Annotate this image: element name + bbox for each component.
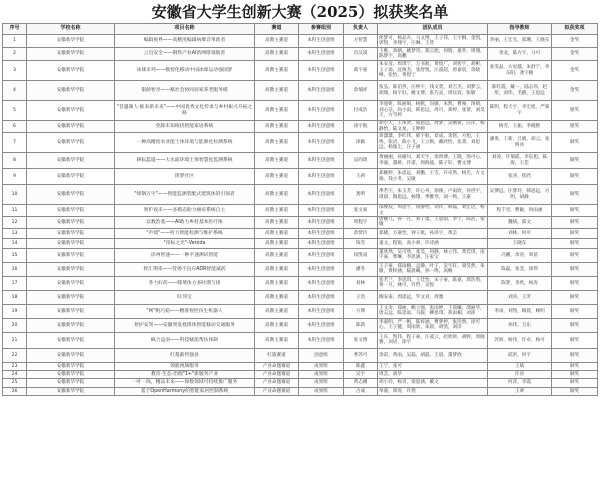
school-name: 安徽新华学院	[27, 61, 115, 81]
project-name: 智护夜未——多模态助力癌症系统自主	[115, 205, 255, 217]
leader-name: 张文豪	[344, 205, 378, 217]
table-row	[3, 387, 598, 395]
award-level: 铜奖	[552, 133, 598, 153]
team-members: 童文，程锐，高小翠，许诗涵	[378, 238, 488, 248]
school-name: 安徽新华学院	[27, 348, 115, 362]
school-name: 安徽新华学院	[27, 205, 115, 217]
group-name: 本科生创意组	[299, 248, 344, 262]
award-level: 金奖	[552, 35, 598, 48]
award-level: 银奖	[552, 121, 598, 133]
group-name: 本科生创意组	[299, 61, 344, 81]
header-project: 项目名称	[115, 24, 255, 35]
track-name: 产业命题赛道	[255, 362, 299, 370]
team-members: 王维，余朝，姚梦奇，郑云旭，何瑞，童乔，周翔，陈梦宇，高鹏	[378, 48, 488, 61]
row-number: 4	[3, 81, 27, 101]
leader-name: 余梦玲	[344, 228, 378, 238]
team-members: 蒋潇潇，李红伟，韩宇航，章成，余铭，方旭，王鸣，张语，陈小飞，王立勋，戴欣怡，张萧，刘思远，杨逸尘，汪子涵	[378, 133, 488, 153]
teacher-names: 邱洪，何宇	[488, 348, 552, 362]
track-name: 产业命题赛道	[255, 370, 299, 378]
teacher-names: 孙伟，卫东	[488, 318, 552, 332]
table-row	[3, 378, 598, 387]
row-number: 9	[3, 169, 27, 185]
group-name: 成果组	[299, 370, 344, 378]
track-name: 高教主赛道	[255, 262, 299, 276]
school-name: 安徽新华学院	[27, 48, 115, 61]
track-name: 高教主赛道	[255, 101, 299, 121]
table-row	[3, 362, 598, 370]
school-name: 安徽新华学院	[27, 378, 115, 387]
school-name: 安徽新华学院	[27, 362, 115, 370]
track-name: 高教主赛道	[255, 304, 299, 318]
row-number: 17	[3, 276, 27, 290]
teacher-names: 李雨，刘凯，陶晨，顾明	[488, 304, 552, 318]
table-row	[3, 290, 598, 304]
group-name: 本科生创意组	[299, 185, 344, 205]
team-members: 董欣然，吴可欣，张昊，何静，林立伟，黄佳琪，庞宇豪，曹琳，李思涵，汪家宝	[378, 248, 488, 262]
award-level: 铜奖	[552, 276, 598, 290]
project-name: "帝标之光"-Veroda	[115, 238, 255, 248]
track-name: 高教主赛道	[255, 217, 299, 229]
leader-name: 葛宇豪	[344, 61, 378, 81]
school-name: 安徽新华学院	[27, 332, 115, 348]
group-name: 本科生创意组	[299, 332, 344, 348]
project-name: "昔遇频人·推来新未来"——中国优秀文化传承与乡村振兴开拓之路	[115, 101, 255, 121]
teacher-names: 陈明，程天宇，李宏旭，严慕宇	[488, 101, 552, 121]
row-number: 15	[3, 248, 27, 262]
row-number: 5	[3, 101, 27, 121]
project-name: 基于OpenHarmony的智能家居控制系统	[115, 387, 255, 395]
row-number: 3	[3, 61, 27, 81]
teacher-names: 陈红霞，戴一，陆志伟，赵彤，刘伟，毛鹤，王思远	[488, 81, 552, 101]
group-name: 本科生创意组	[299, 48, 344, 61]
row-number: 7	[3, 133, 27, 153]
header-school: 学校名称	[27, 24, 115, 35]
row-number: 16	[3, 262, 27, 276]
track-name: 高教主赛道	[255, 153, 299, 169]
header-leader: 负责人	[344, 24, 378, 35]
team-members: 单嘉，周涛，许然	[378, 387, 488, 395]
team-members: 李旭妍，陈丽娟，杨帆，向敏，朱凯，曹俊，汤婧，刘心洁，尚小雨，韩思远，周可，郑婷，张倩，刘昊天，方雪婷	[378, 101, 488, 121]
project-name: 云启安全——钢铁产业AI新网络领航者	[115, 48, 255, 61]
leader-name: 古成	[344, 387, 378, 395]
table-row	[3, 35, 598, 48]
group-name: 本科生创意组	[299, 101, 344, 121]
track-name: 高教主赛道	[255, 61, 299, 81]
project-name: 以数治基——AI助力乡村基本医疗体	[115, 217, 255, 229]
school-name: 安徽新华学院	[27, 101, 115, 121]
project-name: 智护安驾——安徽突发救援体智能移动交通服务	[115, 318, 255, 332]
row-number: 23	[3, 362, 27, 370]
teacher-names: 许涛	[488, 370, 552, 378]
row-number: 1	[3, 35, 27, 48]
team-members: 王文涛，郑丽，鲍立强，张雨婷，王晨曦，邵丽华，唐志远，陈思雨，马骏，柳思琪，蒋雨桐，刘沛	[378, 304, 488, 318]
track-name: 高教主赛道	[255, 35, 299, 48]
leader-name: 陈鑫	[344, 362, 378, 370]
project-name: 一叶一线，精品未来——保数领域可持续推广服务	[115, 378, 255, 387]
award-level: 铜奖	[552, 387, 598, 395]
award-level: 铜奖	[552, 318, 598, 332]
team-members: 王东，凯伟，程子豪，汪凌云，赵欣妍，胡婷，周晓雅，刘语，徐宇	[378, 332, 488, 348]
table-row	[3, 332, 598, 348]
group-name: 创意组	[299, 348, 344, 362]
award-table	[2, 23, 598, 396]
track-name: 高教主赛道	[255, 169, 299, 185]
group-name: 成果组	[299, 362, 344, 370]
table-row	[3, 205, 598, 217]
leader-name: 方智慧	[344, 35, 378, 48]
project-name: "网"帆巧稳——精准智控仿生机器人	[115, 304, 255, 318]
award-level: 铜奖	[552, 348, 598, 362]
leader-name: 龚明	[344, 185, 378, 205]
table-row	[3, 185, 598, 205]
school-name: 安徽新华学院	[27, 35, 115, 48]
teacher-names: 陈磊，张莹，徐伟	[488, 262, 552, 276]
table-row	[3, 153, 598, 169]
school-name: 安徽新华学院	[27, 304, 115, 318]
school-name: 安徽新华学院	[27, 276, 115, 290]
group-name: 本科生创意组	[299, 228, 344, 238]
leader-name: 张文博	[344, 332, 378, 348]
teacher-names: 陈梦，李欣，杨涛	[488, 276, 552, 290]
table-row	[3, 276, 598, 290]
group-name: 成果组	[299, 387, 344, 395]
teacher-names: 杨雪，王振，李晓艳	[488, 121, 552, 133]
leader-name: 肖汉凌	[344, 48, 378, 61]
school-name: 安徽新华学院	[27, 133, 115, 153]
team-members: 郑晓，方嘉怡，钟子航，孙泽宇，黄芸	[378, 228, 488, 238]
row-number: 21	[3, 332, 27, 348]
group-name: 本科生创意组	[299, 318, 344, 332]
team-members: 唐婉儿，孙一凡，刘子墨，王思雨，李宁，陈浩，张敏	[378, 217, 488, 229]
teacher-names: 刘涛，王芳	[488, 290, 552, 304]
leader-name: 吴尚琦	[344, 153, 378, 169]
teacher-names: 张涛，崔欣	[488, 169, 552, 185]
leader-name: 王浩	[344, 290, 378, 304]
track-name: 高教主赛道	[255, 81, 299, 101]
table-row	[3, 169, 598, 185]
school-name: 安徽新华学院	[27, 228, 115, 238]
team-members: 邵俊辰，周思宇，徐静怡，刘洋，韩磊，刘宏达，杨文	[378, 205, 488, 217]
row-number: 12	[3, 217, 27, 229]
leader-name: 周程宇	[344, 217, 378, 229]
track-name: 高教主赛道	[255, 121, 299, 133]
header-track: 赛道	[255, 24, 299, 35]
teacher-names: 魏斌，邵文	[488, 217, 552, 229]
award-level: 铜奖	[552, 290, 598, 304]
project-name: 银龄智享——赋社会协同居家养老服务模	[115, 81, 255, 101]
track-name: 高教主赛道	[255, 228, 299, 238]
track-name: 产业命题赛道	[255, 378, 299, 387]
team-members: 胡小天，王凤贤，成思远，周梦，吴刚锐，汪洋，杨静怡，陆文星，王婷婷	[378, 121, 488, 133]
award-level: 铜奖	[552, 169, 598, 185]
school-name: 安徽新华学院	[27, 290, 115, 304]
project-name: 领鹿视频服务	[115, 362, 255, 370]
table-row	[3, 248, 598, 262]
row-number: 18	[3, 290, 27, 304]
teacher-names: 刘林，何可	[488, 228, 552, 238]
award-level: 铜奖	[552, 228, 598, 238]
table-row	[3, 318, 598, 332]
teacher-names: 吴博远，汪梦玲，韩思远，方明，胡静	[488, 185, 552, 205]
row-number: 2	[3, 48, 27, 61]
team-members: 李嘉明，严一帆，陈梓涵，曹梦婷，张浩然，徐可心，王子健，周雨欣，朱晨，胡凯，刘洋	[378, 318, 488, 332]
track-name: 高教主赛道	[255, 290, 299, 304]
team-members: 黄丽丽，孙晴川，刘天宇，余鸿博，王晓，汤可心，李嘉，董妍，许诺，周海波，陈子轩，曹文博	[378, 153, 488, 169]
header-award: 拟获奖项	[552, 24, 598, 35]
track-name: 高教主赛道	[255, 205, 299, 217]
header-teacher: 指导教师	[488, 24, 552, 35]
header-group: 参赛组别	[299, 24, 344, 35]
group-name: 本科生创意组	[299, 121, 344, 133]
row-number: 24	[3, 370, 27, 378]
group-name: 本科生创意组	[299, 205, 344, 217]
row-number: 26	[3, 387, 27, 395]
school-name: 安徽新华学院	[27, 121, 115, 133]
project-name: 芥力好药——膝菜体方多时期与排	[115, 276, 255, 290]
team-members: 郑婉婷，朱思远，刘鹏，王雪，许卓然，杨光，方文娟，钱小冬，吴敏	[378, 169, 488, 185]
school-name: 安徽新华学院	[27, 370, 115, 378]
project-name: 徐州智速——一种平速测试智能	[115, 248, 255, 262]
school-name: 安徽新华学院	[27, 153, 115, 169]
award-level: 铜奖	[552, 153, 598, 169]
table-row	[3, 101, 598, 121]
project-name: 枫合益羽——科技赋能帮扶体制	[115, 332, 255, 348]
track-name: 高教主赛道	[255, 248, 299, 262]
project-name: 耕耘蓝道——大水面环境土体智慧化监测系统	[115, 153, 255, 169]
group-name: 本科生创意组	[299, 153, 344, 169]
project-name: 编辑视界——高精度编辑病爆音革新者	[115, 35, 255, 48]
table-row	[3, 348, 598, 362]
table-row	[3, 81, 598, 101]
school-name: 安徽新华学院	[27, 185, 115, 205]
project-name: 智汇荆来——营扬不良应ADR智能减药	[115, 262, 255, 276]
school-name: 安徽新华学院	[27, 318, 115, 332]
teacher-names: 苏妍，杨伟，许卓，杨可	[488, 332, 552, 348]
track-name: 红旅赛道	[255, 348, 299, 362]
leader-name: 徐颖	[344, 133, 378, 153]
project-name: "烽钢万宇"——智能监测装配式建筑体的引领者	[115, 185, 255, 205]
school-name: 安徽新华学院	[27, 169, 115, 185]
award-level: 铜奖	[552, 238, 598, 248]
leader-name: 潘冬	[344, 262, 378, 276]
table-body	[3, 35, 598, 396]
project-name: 红蔓薪传强县	[115, 348, 255, 362]
award-level: 铜奖	[552, 262, 598, 276]
group-name: 本科生创意组	[299, 169, 344, 185]
group-name: 本科生创意组	[299, 262, 344, 276]
team-members: 周芸，胡华	[378, 370, 488, 378]
row-number: 20	[3, 318, 27, 332]
leader-name: 陈新	[344, 318, 378, 332]
leader-name: 钱雪	[344, 238, 378, 248]
track-name: 高教主赛道	[255, 318, 299, 332]
teacher-names: 王斌	[488, 362, 552, 370]
teacher-names: 刘涛，许瑞霞，李东旭，陈海，王佳	[488, 153, 552, 169]
team-members: 余雷，黄雨，吴磊，胡磊，王晨，董梦欣	[378, 348, 488, 362]
teacher-names: 王翠	[488, 387, 552, 395]
team-members: 王子豪，郑雨桐，孟静，叶子，吴宇轩，梁昊然，朱敏，黄梓涵，陆晨曦，孙一鸣，高畅	[378, 262, 488, 276]
leader-name: 方博	[344, 304, 378, 318]
row-number: 22	[3, 348, 27, 362]
project-name: "声境"——听力智能检测与维护系统	[115, 228, 255, 238]
team-members: 侯梦可，杨品卉，马文博，王子伟，王宇桐，金凯，郭凯，李翔宇，汪琳，王萱	[378, 35, 488, 48]
award-level: 铜奖	[552, 205, 598, 217]
table-row	[3, 304, 598, 318]
header-team: 团队成员	[378, 24, 488, 35]
project-name: 旺邻宝	[115, 290, 255, 304]
row-number: 11	[3, 205, 27, 217]
group-name: 本科生创意组	[299, 304, 344, 318]
award-level: 铜奖	[552, 217, 598, 229]
row-number: 25	[3, 378, 27, 387]
track-name: 高教主赛道	[255, 48, 299, 61]
leader-name: 付成浩	[344, 101, 378, 121]
group-name: 本科生创意组	[299, 238, 344, 248]
table-row	[3, 370, 598, 378]
leader-name: 徐凯南	[344, 248, 378, 262]
group-name: 本科生创意组	[299, 133, 344, 153]
group-name: 本科生创意组	[299, 276, 344, 290]
group-name: 本科生创意组	[299, 35, 344, 48]
leader-name: 余瑞祥	[344, 81, 378, 101]
teacher-names: 程千里，曹颖，何雨涵	[488, 205, 552, 217]
table-row	[3, 217, 598, 229]
track-name: 高教主赛道	[255, 276, 299, 290]
group-name: 本科生创意组	[299, 290, 344, 304]
award-level: 铜奖	[552, 304, 598, 318]
team-members: 张弘，陈伯焘，汪仲宇，钱文萱，刘吉杰，刘梦云，胡瑞，杨宇轩，姚文博，张巧灵，周钰宸，张敏	[378, 81, 488, 101]
group-name: 本科生创意组	[299, 217, 344, 229]
row-number: 19	[3, 304, 27, 318]
team-members: 胡小玲，杨奇，梁思涵，戴文	[378, 378, 488, 387]
award-level: 铜奖	[552, 362, 598, 370]
leader-name: 王莉	[344, 169, 378, 185]
group-name: 本科生创意组	[299, 81, 344, 101]
leader-name: 刘林	[344, 276, 378, 290]
school-name: 安徽新华学院	[27, 387, 115, 395]
table-row	[3, 238, 598, 248]
team-members: 季若宇，朱玉芳，许心舟，徐俊，卢雨欣，孙世宇，周晨，陶思远，杨翔，季雅琴，刘一鸣，王嘉	[378, 185, 488, 205]
award-level: 银奖	[552, 101, 598, 121]
leader-name: 黄志刚	[344, 378, 378, 387]
project-name: 教育·生态·治理"1+"新服务产业	[115, 370, 255, 378]
teacher-names: 张雯晶，方星越，朱舒宁，李东阳，龚宇楠	[488, 61, 552, 81]
leader-name: 季苏可	[344, 348, 378, 362]
teacher-names: 冯鹏，余涛，周蓓	[488, 248, 552, 262]
school-name: 安徽新华学院	[27, 81, 115, 101]
school-name: 安徽新华学院	[27, 238, 115, 248]
award-level: 铜奖	[552, 185, 598, 205]
leader-name: 徐宇航	[344, 121, 378, 133]
group-name: 成果组	[299, 378, 344, 387]
team-members: 朱安彦，周琪宁，万书航，黄煜广，刘智宇，胡彬，王子溢，沈俊杰，张舒悦，汪漠超，唐嘉宸，余晓峰，张怡，黄煜宁	[378, 61, 488, 81]
table-row	[3, 61, 598, 81]
header-no: 序号	[3, 24, 27, 35]
school-name: 安徽新华学院	[27, 262, 115, 276]
award-level: 金奖	[552, 81, 598, 101]
team-members: 王宁，张可	[378, 362, 488, 370]
teacher-names: 潘勇，王新，吕晓，胡云，张明亮	[488, 133, 552, 153]
award-level: 铜奖	[552, 378, 598, 387]
award-level: 铜奖	[552, 370, 598, 378]
leader-name: 吴宇	[344, 370, 378, 378]
award-level: 金奖	[552, 48, 598, 61]
track-name: 高教主赛道	[255, 185, 299, 205]
track-name: 高教主赛道	[255, 238, 299, 248]
project-name: 冰球未列——数智化移动中国冰球运动强国梦	[115, 61, 255, 81]
teacher-names: 李丽，王宏光，郑珊，王晓东	[488, 35, 552, 48]
row-number: 13	[3, 228, 27, 238]
school-name: 安徽新华学院	[27, 217, 115, 229]
team-members: 陶安泰，周思远，罗文君，周雅	[378, 290, 488, 304]
page-title: 安徽省大学生创新大赛（2025）拟获奖名单	[151, 3, 449, 21]
school-name: 安徽新华学院	[27, 248, 115, 262]
teacher-names: 王晓东	[488, 238, 552, 248]
award-level: 铜奖	[552, 332, 598, 348]
award-level: 金奖	[552, 61, 598, 81]
row-number: 8	[3, 153, 27, 169]
table-row	[3, 228, 598, 238]
row-number: 14	[3, 238, 27, 248]
track-name: 产业命题赛道	[255, 387, 299, 395]
row-number: 6	[3, 121, 27, 133]
team-members: 张若兰，李思琪，王佳怡，宋子豪，陈嘉，周浩然，黄一凡，林可，许哲，吴悦	[378, 276, 488, 290]
award-level: 铜奖	[552, 248, 598, 262]
project-name: 铸梦社区	[115, 169, 255, 185]
table-header	[3, 24, 598, 35]
teacher-names: 余龙，陈方宇，马可	[488, 48, 552, 61]
table-row	[3, 262, 598, 276]
table-row	[3, 121, 598, 133]
table-row	[3, 48, 598, 61]
project-name: 免除未知烦扰智能家居系统	[115, 121, 255, 133]
track-name: 高教主赛道	[255, 133, 299, 153]
table-row	[3, 133, 598, 153]
project-name: 一种高精度农业能土体环境与能源化检测系统	[115, 133, 255, 153]
row-number: 10	[3, 185, 27, 205]
teacher-names: 何萍，李霞	[488, 378, 552, 387]
track-name: 高教主赛道	[255, 332, 299, 348]
